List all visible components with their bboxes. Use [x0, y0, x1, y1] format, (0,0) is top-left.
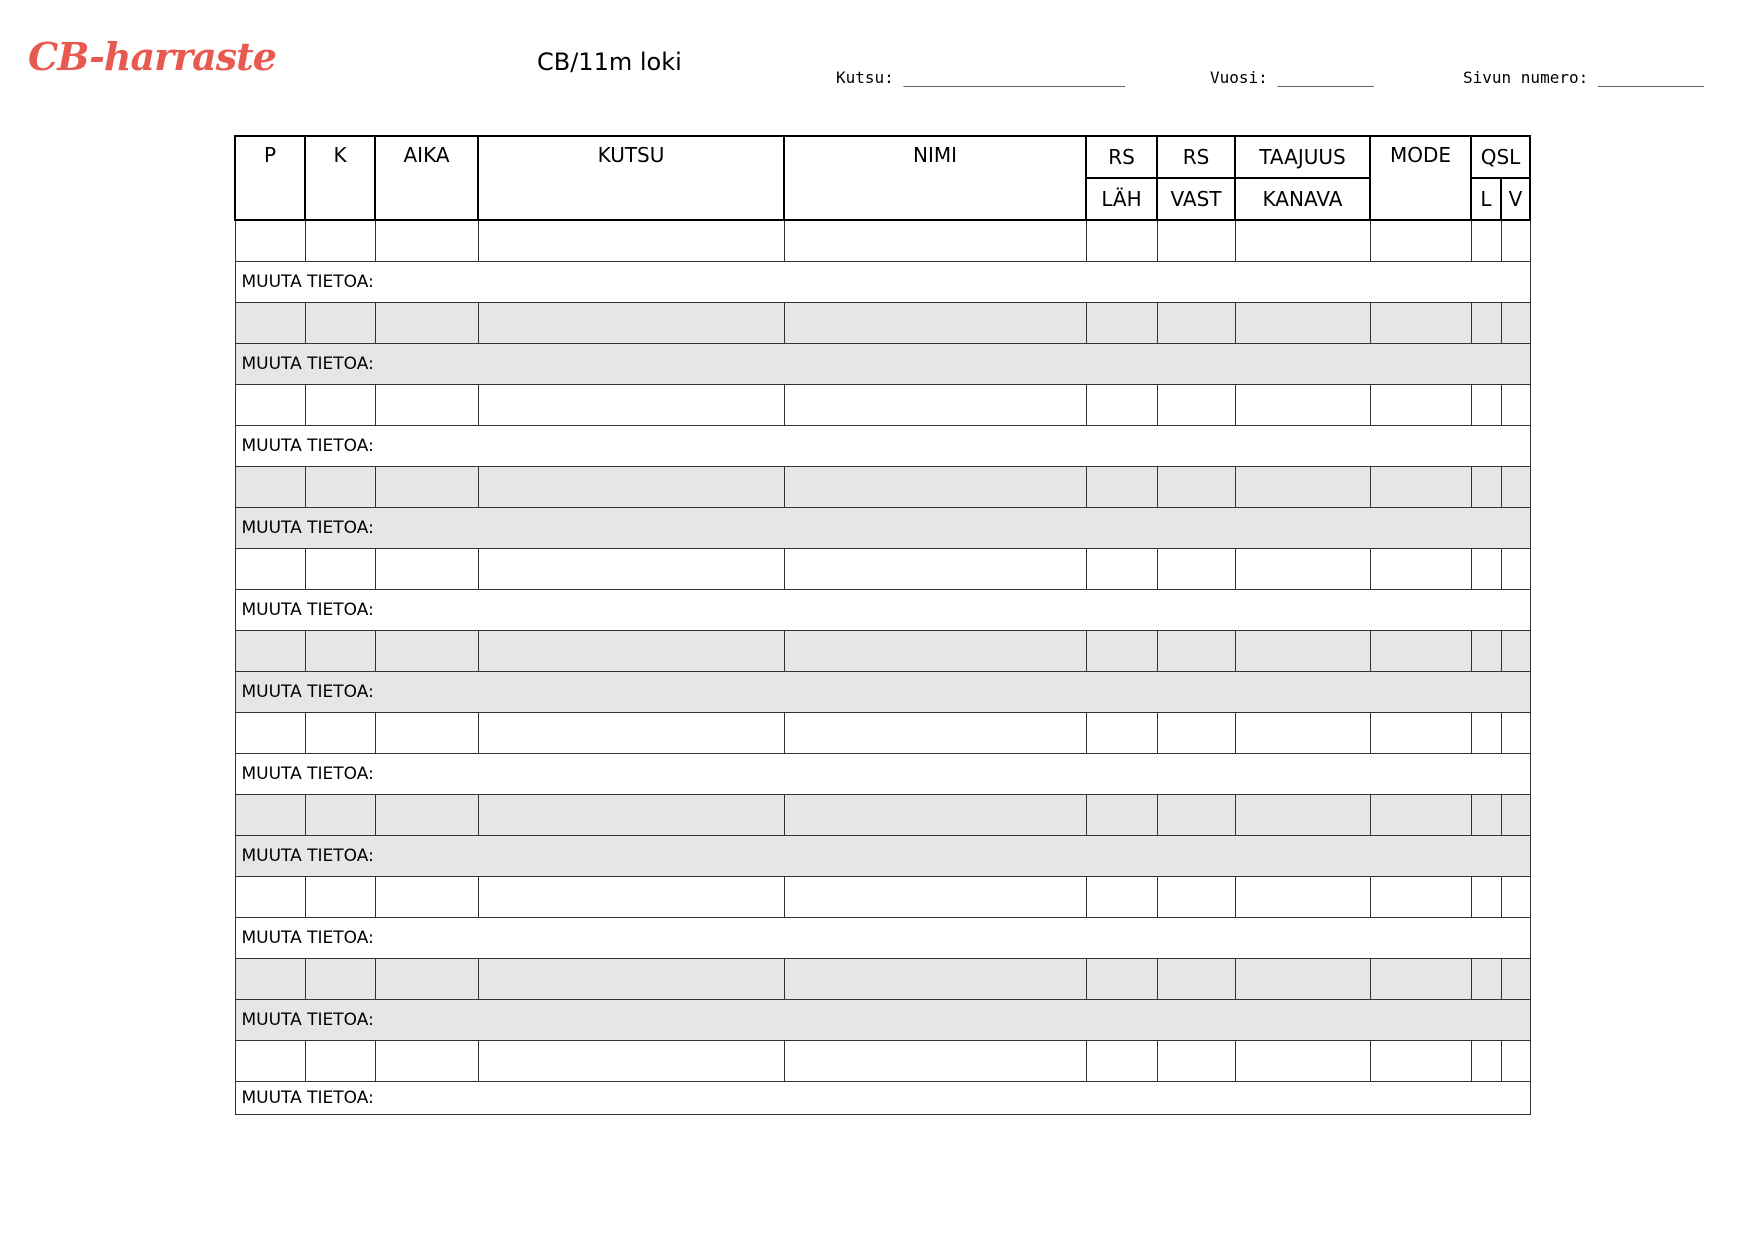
note-row	[235, 262, 1530, 303]
entry-cell[interactable]	[1370, 959, 1471, 1000]
svg-text:CB-harraste: CB-harraste	[28, 34, 276, 79]
entry-cell[interactable]	[1235, 220, 1370, 262]
note-row	[235, 918, 1530, 959]
entry-cell[interactable]	[1086, 549, 1157, 590]
entry-cell[interactable]	[1235, 385, 1370, 426]
entry-cell[interactable]	[478, 549, 784, 590]
entry-cell[interactable]	[784, 303, 1086, 344]
entry-cell[interactable]	[1370, 877, 1471, 918]
note-row	[235, 1000, 1530, 1041]
entry-cell[interactable]	[235, 795, 305, 836]
entry-cell[interactable]	[305, 713, 375, 754]
entry-cell[interactable]	[375, 1041, 478, 1082]
entry-cell[interactable]	[375, 959, 478, 1000]
entry-cell[interactable]	[478, 959, 784, 1000]
entry-cell[interactable]	[1501, 795, 1530, 836]
entry-cell[interactable]	[1235, 877, 1370, 918]
entry-cell[interactable]	[1471, 877, 1501, 918]
entry-cell[interactable]	[375, 385, 478, 426]
entry-row	[235, 385, 1530, 426]
entry-cell[interactable]	[1370, 303, 1471, 344]
entry-cell[interactable]	[305, 549, 375, 590]
col-rs-lah-top: RS	[1086, 136, 1157, 178]
log-table	[234, 135, 1531, 1115]
entry-cell[interactable]	[784, 631, 1086, 672]
col-nimi: NIMI	[784, 136, 1086, 220]
entry-cell[interactable]	[784, 713, 1086, 754]
entry-cell[interactable]	[1471, 1041, 1501, 1082]
entry-cell[interactable]	[305, 385, 375, 426]
entry-cell[interactable]	[375, 795, 478, 836]
note-row	[235, 1082, 1530, 1115]
entry-cell[interactable]	[1157, 467, 1235, 508]
entry-cell[interactable]	[1501, 549, 1530, 590]
entry-cell[interactable]	[1157, 877, 1235, 918]
entry-cell[interactable]	[478, 1041, 784, 1082]
entry-cell[interactable]	[1235, 795, 1370, 836]
note-row	[235, 754, 1530, 795]
entry-cell[interactable]	[1370, 385, 1471, 426]
entry-cell[interactable]	[235, 303, 305, 344]
entry-cell[interactable]	[1235, 713, 1370, 754]
entry-cell[interactable]	[1235, 549, 1370, 590]
entry-cell[interactable]	[375, 220, 478, 262]
entry-cell[interactable]	[1471, 549, 1501, 590]
note-cell[interactable]: MUUTA TIETOA:	[235, 754, 1530, 795]
entry-cell[interactable]	[1235, 467, 1370, 508]
entry-cell[interactable]	[305, 220, 375, 262]
entry-cell[interactable]	[1086, 467, 1157, 508]
entry-row	[235, 877, 1530, 918]
col-kutsu: KUTSU	[478, 136, 784, 220]
entry-cell[interactable]	[1235, 303, 1370, 344]
col-mode: MODE	[1370, 136, 1471, 220]
entry-cell[interactable]	[1370, 549, 1471, 590]
entry-cell[interactable]	[784, 220, 1086, 262]
entry-cell[interactable]	[375, 631, 478, 672]
entry-cell[interactable]	[1086, 1041, 1157, 1082]
entry-cell[interactable]	[305, 959, 375, 1000]
entry-cell[interactable]	[235, 220, 305, 262]
col-p: P	[235, 136, 305, 220]
entry-cell[interactable]	[1086, 877, 1157, 918]
entry-cell[interactable]	[1501, 467, 1530, 508]
entry-cell[interactable]	[478, 467, 784, 508]
entry-cell[interactable]	[1501, 220, 1530, 262]
entry-cell[interactable]	[235, 959, 305, 1000]
entry-cell[interactable]	[1471, 795, 1501, 836]
col-rs-vast-bottom: VAST	[1157, 178, 1235, 220]
logo	[28, 30, 276, 86]
entry-row	[235, 303, 1530, 344]
entry-cell[interactable]	[1471, 631, 1501, 672]
entry-cell[interactable]	[305, 467, 375, 508]
entry-row	[235, 713, 1530, 754]
note-cell[interactable]: MUUTA TIETOA:	[235, 508, 1530, 549]
entry-cell[interactable]	[1501, 631, 1530, 672]
page-number-field: Sivun numero: ___________	[1463, 68, 1704, 87]
entry-cell[interactable]	[235, 877, 305, 918]
col-qsl-l: L	[1471, 178, 1501, 220]
entry-row	[235, 795, 1530, 836]
note-row	[235, 344, 1530, 385]
note-cell[interactable]: MUUTA TIETOA:	[235, 344, 1530, 385]
vuosi-field: Vuosi: __________	[1210, 68, 1374, 87]
log-header	[235, 136, 1530, 220]
entry-cell[interactable]	[784, 795, 1086, 836]
log-body	[235, 220, 1530, 1115]
entry-cell[interactable]	[305, 303, 375, 344]
entry-cell[interactable]	[784, 467, 1086, 508]
kutsu-field: Kutsu: _______________________	[836, 68, 1125, 87]
entry-cell[interactable]	[1157, 713, 1235, 754]
entry-cell[interactable]	[375, 467, 478, 508]
entry-cell[interactable]	[1471, 713, 1501, 754]
note-cell[interactable]: MUUTA TIETOA:	[235, 1082, 1530, 1115]
entry-cell[interactable]	[1501, 959, 1530, 1000]
col-aika: AIKA	[375, 136, 478, 220]
note-cell[interactable]: MUUTA TIETOA:	[235, 590, 1530, 631]
entry-cell[interactable]	[1086, 713, 1157, 754]
entry-cell[interactable]	[375, 877, 478, 918]
col-rs-lah-bottom: LÄH	[1086, 178, 1157, 220]
entry-cell[interactable]	[1235, 631, 1370, 672]
col-k: K	[305, 136, 375, 220]
entry-cell[interactable]	[1370, 795, 1471, 836]
entry-row	[235, 959, 1530, 1000]
entry-cell[interactable]	[235, 385, 305, 426]
entry-cell[interactable]	[478, 713, 784, 754]
entry-cell[interactable]	[478, 385, 784, 426]
entry-cell[interactable]	[305, 1041, 375, 1082]
entry-cell[interactable]	[235, 467, 305, 508]
entry-cell[interactable]	[1086, 220, 1157, 262]
col-qsl: QSL	[1471, 136, 1530, 178]
col-rs-vast-top: RS	[1157, 136, 1235, 178]
entry-cell[interactable]	[1471, 385, 1501, 426]
entry-cell[interactable]	[1157, 1041, 1235, 1082]
entry-cell[interactable]	[1086, 303, 1157, 344]
entry-cell[interactable]	[1235, 1041, 1370, 1082]
entry-cell[interactable]	[1471, 303, 1501, 344]
page-title: CB/11m loki	[537, 48, 682, 76]
entry-cell[interactable]	[235, 631, 305, 672]
entry-cell[interactable]	[1086, 795, 1157, 836]
col-qsl-v: V	[1501, 178, 1530, 220]
entry-cell[interactable]	[235, 549, 305, 590]
note-cell[interactable]: MUUTA TIETOA:	[235, 836, 1530, 877]
entry-cell[interactable]	[375, 713, 478, 754]
note-row	[235, 508, 1530, 549]
entry-cell[interactable]	[1370, 713, 1471, 754]
note-cell[interactable]: MUUTA TIETOA:	[235, 262, 1530, 303]
entry-cell[interactable]	[1235, 959, 1370, 1000]
entry-row	[235, 467, 1530, 508]
note-cell[interactable]: MUUTA TIETOA:	[235, 918, 1530, 959]
entry-cell[interactable]	[1370, 220, 1471, 262]
note-row	[235, 426, 1530, 467]
entry-cell[interactable]	[478, 303, 784, 344]
note-cell[interactable]: MUUTA TIETOA:	[235, 1000, 1530, 1041]
entry-cell[interactable]	[1471, 959, 1501, 1000]
entry-row	[235, 549, 1530, 590]
entry-cell[interactable]	[1157, 549, 1235, 590]
entry-cell[interactable]	[1501, 303, 1530, 344]
entry-cell[interactable]	[1370, 467, 1471, 508]
note-row	[235, 590, 1530, 631]
entry-cell[interactable]	[784, 385, 1086, 426]
note-row	[235, 672, 1530, 713]
entry-row	[235, 1041, 1530, 1082]
entry-cell[interactable]	[235, 1041, 305, 1082]
entry-cell[interactable]	[305, 631, 375, 672]
entry-cell[interactable]	[1370, 631, 1471, 672]
entry-cell[interactable]	[305, 795, 375, 836]
entry-row	[235, 220, 1530, 262]
entry-cell[interactable]	[1501, 1041, 1530, 1082]
entry-cell[interactable]	[478, 877, 784, 918]
entry-cell[interactable]	[1157, 631, 1235, 672]
entry-cell[interactable]	[478, 795, 784, 836]
col-kanava: KANAVA	[1235, 178, 1370, 220]
entry-cell[interactable]	[1157, 303, 1235, 344]
note-cell[interactable]: MUUTA TIETOA:	[235, 426, 1530, 467]
entry-row	[235, 631, 1530, 672]
entry-cell[interactable]	[1471, 220, 1501, 262]
entry-cell[interactable]	[1157, 220, 1235, 262]
entry-cell[interactable]	[375, 303, 478, 344]
entry-cell[interactable]	[478, 220, 784, 262]
logo-graphic	[28, 30, 276, 82]
entry-cell[interactable]	[1086, 631, 1157, 672]
entry-cell[interactable]	[1471, 467, 1501, 508]
entry-cell[interactable]	[1501, 713, 1530, 754]
note-row	[235, 836, 1530, 877]
entry-cell[interactable]	[1157, 959, 1235, 1000]
note-cell[interactable]: MUUTA TIETOA:	[235, 672, 1530, 713]
entry-cell[interactable]	[1370, 1041, 1471, 1082]
entry-cell[interactable]	[784, 877, 1086, 918]
entry-cell[interactable]	[1157, 385, 1235, 426]
entry-cell[interactable]	[1157, 795, 1235, 836]
entry-cell[interactable]	[235, 713, 305, 754]
entry-cell[interactable]	[784, 549, 1086, 590]
entry-cell[interactable]	[478, 631, 784, 672]
entry-cell[interactable]	[784, 1041, 1086, 1082]
entry-cell[interactable]	[375, 549, 478, 590]
entry-cell[interactable]	[784, 959, 1086, 1000]
entry-cell[interactable]	[1086, 385, 1157, 426]
entry-cell[interactable]	[1086, 959, 1157, 1000]
col-taajuus: TAAJUUS	[1235, 136, 1370, 178]
entry-cell[interactable]	[1501, 385, 1530, 426]
entry-cell[interactable]	[305, 877, 375, 918]
entry-cell[interactable]	[1501, 877, 1530, 918]
